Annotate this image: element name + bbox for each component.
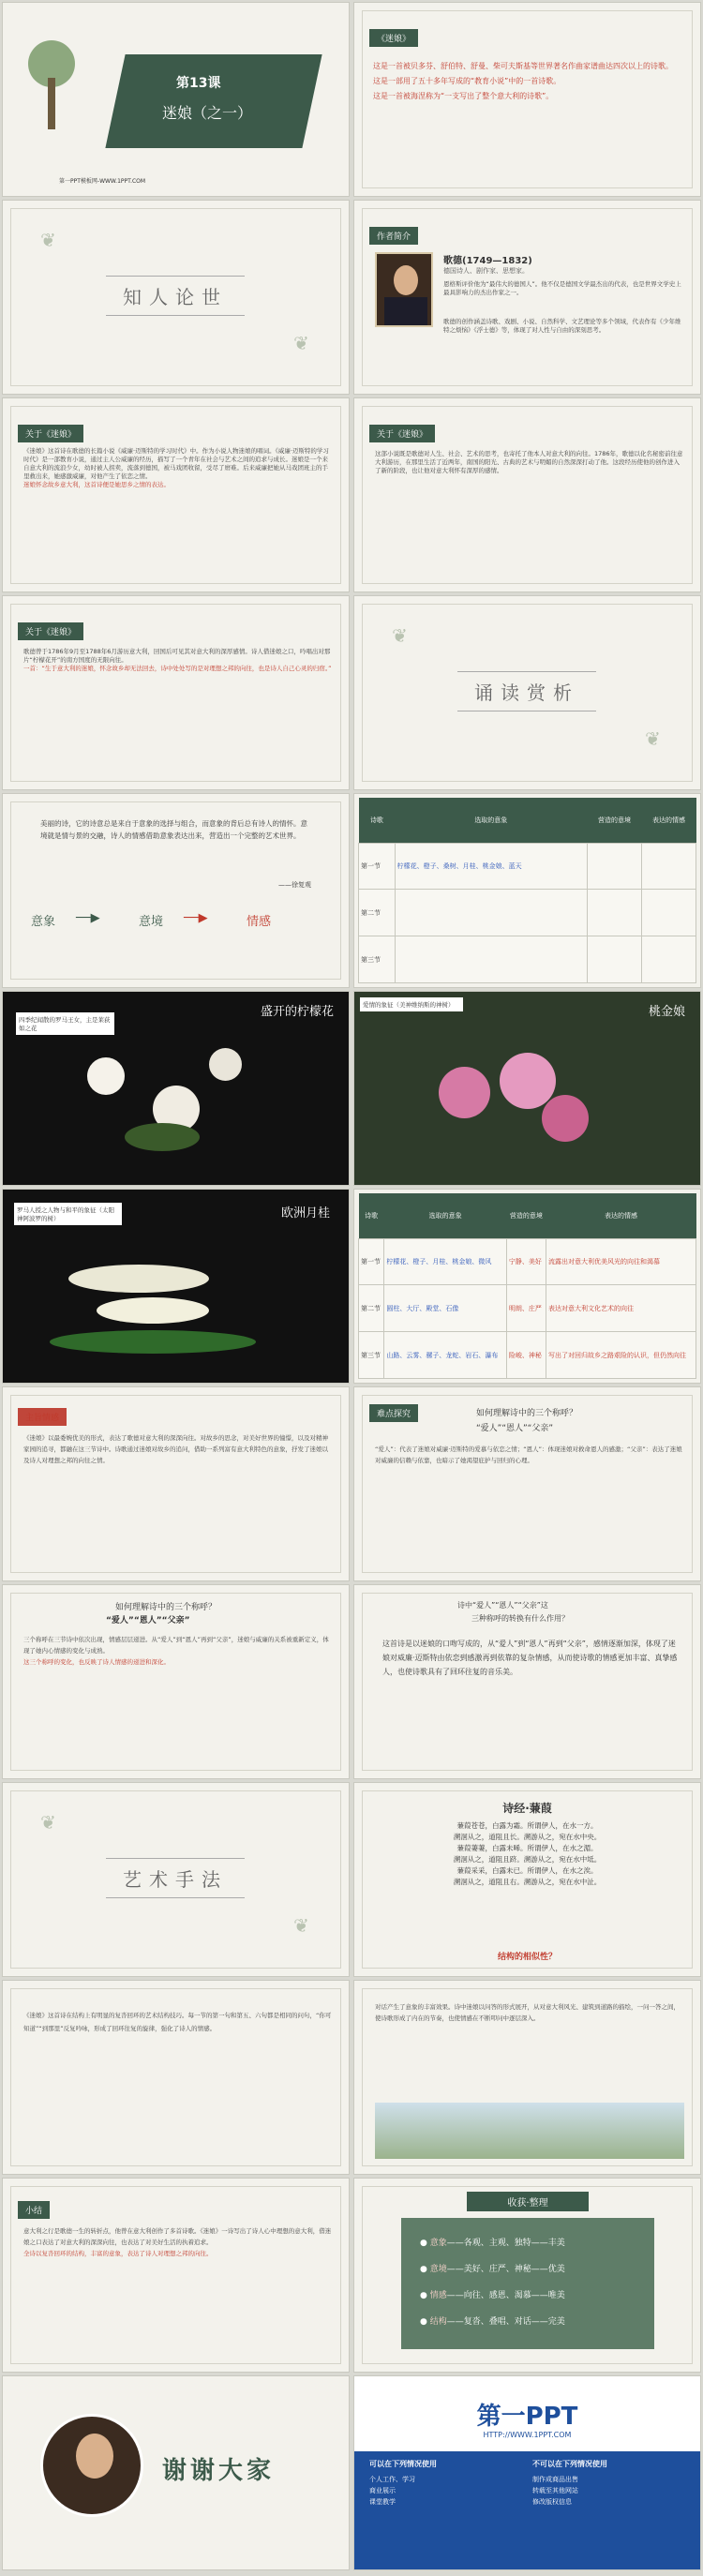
poem-line: 蒹葭采采，白露未已。所谓伊人，在水之涘。 [456, 1866, 598, 1875]
row-label: 第二节 [359, 1285, 384, 1332]
bullet-icon: ● [420, 2239, 430, 2248]
slide-section-reading[interactable] [353, 595, 701, 790]
cell-conception: 明朗、庄严 [506, 1285, 546, 1332]
col-header: 诗歌 [359, 798, 396, 843]
cell-empty [395, 936, 587, 983]
question-text: 如何理解诗中的三个称呼？ [115, 1603, 217, 1612]
col-header: 营造的意境 [587, 798, 641, 843]
portrait-circle [40, 2414, 143, 2517]
question-sub: “爱人”“恩人”“父亲” [476, 1424, 553, 1433]
flow-imagery: 意象 [31, 915, 56, 929]
harvest-item [420, 2309, 645, 2335]
about-para-red: 一首：“生于意大利的迷娘，怀念故乡却无法回去，诗中处处写的是对理想之邦的向往，也是诗人自己心灵的归宿。” [23, 665, 332, 672]
slide-main-title: 迷娘（之一） [162, 104, 253, 122]
difficulty-para: “爱人”：代表了迷娘对威廉·迈斯特的爱慕与依恋之情；“恩人”：体现迷娘对救命恩人的感激；“父亲”：表达了迷娘对威廉的信赖与依靠，也暗示了她渴望庇护与回归的心理。 [375, 1445, 682, 1464]
license-item: 个人工作、学习 [369, 2476, 415, 2483]
slide-difficulty-3[interactable] [353, 1584, 701, 1779]
section-title: 艺术手法 [106, 1858, 245, 1898]
analysis-table [358, 798, 696, 983]
slide-photo-myrtle[interactable] [353, 991, 701, 1186]
slide-frame [10, 2186, 341, 2364]
slide-photo-laurel[interactable] [2, 1189, 350, 1384]
difficulty-para: 三个称呼在三节诗中依次出现，情感层层递进。从“爱人”到“恩人”再到“父亲”，迷娘与威廉的关系被重新定义，体现了她内心情感的变化与成熟。 [23, 1636, 329, 1655]
license-left-title: 可以在下列情况使用 [369, 2460, 437, 2468]
brand-url: HTTP://WWW.1PPT.COM [483, 2431, 572, 2439]
license-item: 课堂教学 [369, 2498, 396, 2506]
license-item: 商业展示 [369, 2487, 396, 2494]
bullet-icon: ● [420, 2291, 430, 2300]
cell-emotion: 表达对意大利文化艺术的向往 [546, 1285, 696, 1332]
flow-diagram [31, 911, 322, 939]
poem-question: 结构的相似性？ [497, 1953, 557, 1962]
slide-harvest[interactable] [353, 2178, 701, 2373]
about-text [23, 648, 333, 673]
brand-logo: 第一PPT [476, 2403, 578, 2431]
col-header: 诗歌 [359, 1193, 384, 1238]
row-label: 第一节 [359, 843, 396, 890]
section-title: 知人论世 [106, 276, 245, 316]
section-tag: 关于《迷娘》 [18, 425, 83, 442]
slide-about-3[interactable] [2, 595, 350, 790]
slide-summary[interactable] [2, 2178, 350, 2373]
slide-section-knowing[interactable] [2, 200, 350, 395]
section-tag: 难点探究 [369, 1404, 418, 1422]
section-tag: 主旨情感 [18, 1408, 67, 1426]
leaf-icon: ❦ [293, 1914, 309, 1937]
structure-para: 《迷娘》这首诗在结构上有明显的复沓回环的艺术结构技巧。每一节的第一句和第五、六句都是相同的问句，“你可知道”“到那里”反复吟咏，形成了回环往复的旋律，强化了诗人的情感。 [23, 2012, 332, 2032]
flow-artistic-conception: 意境 [139, 915, 164, 929]
question-line-1: 诗中“爱人”“恩人”“父亲”这 [457, 1601, 548, 1610]
photo-caption: 罗马人授之人物与和平的象征（太阳神阿波罗的树） [14, 1203, 122, 1225]
harvest-value: ——复沓、叠唱、对话——完美 [446, 2317, 565, 2327]
cell-empty [641, 890, 696, 936]
harvest-item [420, 2230, 645, 2256]
difficulty-text [23, 1634, 333, 1668]
slide-difficulty-2[interactable] [2, 1584, 350, 1779]
author-para-2: 歌德的创作涵盖诗歌、戏剧、小说、自然科学、文艺理论等多个领域，代表作有《少年维特之烦恼》《浮士德》等，体现了对人性与自由的深刻思考。 [443, 318, 681, 334]
cell-images: 柠檬花、橙子、月桂、桃金娘、微风 [384, 1238, 507, 1285]
lesson-number: 第13课 [176, 76, 221, 91]
photo-caption: 爱情的象征（美神维纳斯的神树） [360, 997, 463, 1011]
cell-emotion: 写出了对回归故乡之路艰险的认识，但仍然向往 [546, 1332, 696, 1379]
difficulty-answer: 这首诗是以迷娘的口吻写成的，从“爱人”到“恩人”再到“父亲”，感情逐渐加深，体现了迷娘对威廉·迈斯特由依恋到感激再到依靠的复杂情感，从而使诗歌的情感更加丰富、真挚感人，也使诗歌具有了回环往复的音乐美。 [382, 1640, 678, 1676]
slide-difficulty-1[interactable] [353, 1386, 701, 1581]
harvest-key: 情感 [429, 2291, 447, 2300]
cell-conception: 宁静、美好 [506, 1238, 546, 1285]
myrtle-illustration [420, 1039, 607, 1161]
slide-about-2[interactable] [353, 397, 701, 592]
section-tag: 作者简介 [369, 227, 418, 245]
row-label: 第三节 [359, 1332, 384, 1379]
about-para: 《迷娘》这首诗在歌德的长篇小说《威廉·迈斯特的学习时代》中。作为小说人物迷娘的唱词。《威廉·迈斯特的学习时代》是一部教育小说，通过主人公威廉的经历，描写了一个青年在社会与艺术之间的追求与成长。迷娘是一个来自意大利的流浪少女，幼时被人拐卖，流落到德国，被马戏团收留，受尽了磨难。后来威廉把她从马戏团班主的手里救出来，她感激威廉，对他产生了依恋之情。 [23, 447, 329, 480]
slide-theme[interactable] [2, 1386, 350, 1581]
leaf-icon: ❦ [645, 727, 661, 750]
author-portrait [375, 252, 433, 327]
row-label: 第一节 [359, 1238, 384, 1285]
slide-structure[interactable] [2, 1980, 350, 2175]
license-bar [354, 2451, 700, 2570]
license-item: 转载至其他网站 [532, 2487, 578, 2494]
laurel-illustration [40, 1246, 284, 1368]
harvest-key: 意象 [429, 2239, 447, 2248]
author-name: 歌德(1749—1832) [443, 256, 532, 266]
dialogue-para: 对话产生了意象的丰富效果。诗中迷娘以问答的形式展开，从对意大利风光、建筑到道路的描绘，一问一答之间，使诗歌形成了内在的节奏，也使情感在不断叩问中逐层深入。 [375, 2003, 680, 2022]
slide-photo-lemon[interactable] [2, 991, 350, 1186]
question-sub: “爱人”“恩人”“父亲” [106, 1616, 190, 1625]
poem-line: 蒹葭苍苍，白露为霜。所谓伊人，在水一方。 [456, 1821, 598, 1830]
harvest-value: ——各观、主观、独特——丰美 [446, 2239, 565, 2248]
poem-line: 溯洄从之，道阻且右。溯游从之，宛在水中沚。 [453, 1878, 602, 1886]
section-tag: 关于《迷娘》 [18, 622, 83, 640]
about-text [23, 447, 333, 489]
about-para: 这部小说既是歌德对人生、社会、艺术的思考，也寄托了他本人对意大利的向往。1786年，歌德以化名秘密前往意大利游历，在那里生活了近两年，南国的阳光、古典的艺术与明媚的自然深深打动了他。这段经历使他的创作进入了新的阶段，也让他对意大利怀有深厚的感情。 [375, 450, 683, 474]
cell-images: 柠檬花、橙子、桑树、月桂、桃金娘、蓝天 [395, 843, 587, 890]
license-left-list [369, 2474, 415, 2508]
intro-lines [373, 59, 682, 104]
license-item: 修改版权信息 [532, 2498, 572, 2506]
author-role: 德国诗人、剧作家、思想家。 [443, 267, 529, 275]
license-right-list [532, 2474, 578, 2508]
col-header: 表达的情感 [641, 798, 696, 843]
photo-caption: 四季纪闻散的罗马王女，主是莱荻如之花 [16, 1012, 114, 1035]
landscape-image [375, 2103, 684, 2159]
photo-title: 桃金娘 [648, 1005, 685, 1019]
harvest-key: 结构 [429, 2317, 447, 2327]
slide-author[interactable] [353, 200, 701, 395]
cell-empty [587, 890, 641, 936]
arrow-right-icon: ──▶ [184, 911, 208, 925]
slide-dialogue[interactable] [353, 1980, 701, 2175]
cell-images: 圆柱、大厅、殿堂、石像 [384, 1285, 507, 1332]
poem-line: 溯洄从之，道阻且跻。溯游从之，宛在水中坻。 [453, 1855, 602, 1864]
section-tag: 《迷娘》 [369, 29, 418, 47]
analysis-table-filled [358, 1193, 696, 1379]
cell-emotion: 流露出对意大利优美风光的向往和渴慕 [546, 1238, 696, 1285]
slide-quote[interactable] [2, 793, 350, 988]
difficulty-para-red: 这三个称呼的变化，也反映了诗人情感的递进和深化。 [23, 1658, 170, 1666]
bullet-icon: ● [420, 2265, 430, 2274]
harvest-item [420, 2256, 645, 2283]
cell-conception: 险峻、神秘 [506, 1332, 546, 1379]
thanks-text: 谢谢大家 [162, 2457, 276, 2485]
slide-copyright[interactable] [353, 2375, 701, 2570]
slide-thanks[interactable] [2, 2375, 350, 2570]
harvest-value: ——向往、感恩、渴慕——唯美 [446, 2291, 565, 2300]
intro-line-3: 这是一首被海涅称为“一支写出了整个意大利的诗歌”。 [373, 92, 554, 100]
photo-title: 盛开的柠檬花 [260, 1005, 334, 1019]
cell-empty [395, 890, 587, 936]
poem-lines [373, 1820, 681, 1888]
slide-title[interactable] [2, 2, 350, 197]
author-para-1: 恩格斯评价他为“最伟大的德国人”。他不仅是德国文学最杰出的代表，也是世界文学史上最具影响力的杰出作家之一。 [443, 280, 681, 296]
cell-empty [641, 936, 696, 983]
section-tag: 关于《迷娘》 [369, 425, 435, 442]
slide-jianjia[interactable] [353, 1782, 701, 1977]
cell-empty [641, 843, 696, 890]
question-line-2: 三种称呼的转换有什么作用？ [471, 1614, 569, 1623]
row-label: 第三节 [359, 936, 396, 983]
arrow-right-icon: ──▶ [76, 911, 100, 925]
row-label: 第二节 [359, 890, 396, 936]
section-title: 诵读赏析 [457, 671, 596, 711]
lemon-blossom-illustration [59, 1029, 265, 1170]
leaf-icon: ❦ [40, 1811, 56, 1834]
poem-line: 蒹葭萋萋，白露未晞。所谓伊人，在水之湄。 [456, 1844, 598, 1852]
license-item: 制作成商品出售 [532, 2476, 578, 2483]
cell-empty [587, 843, 641, 890]
leaf-icon: ❦ [40, 229, 56, 251]
slide-table-empty[interactable] [353, 793, 701, 988]
tree-illustration [23, 40, 80, 134]
col-header: 营造的意境 [506, 1193, 546, 1238]
bullet-icon: ● [420, 2317, 430, 2327]
harvest-value: ——美好、庄严、神秘——优美 [446, 2265, 565, 2274]
summary-para-red: 全诗以复沓回环的结构，丰富的意象，表达了诗人对理想之邦的向往。 [23, 2250, 213, 2257]
poem-line: 溯洄从之，道阻且长。溯游从之，宛在水中央。 [453, 1833, 602, 1841]
intro-line-2: 这是一部用了五十多年写成的“教育小说”中的一首诗歌。 [373, 77, 561, 85]
section-tag: 小结 [18, 2201, 50, 2219]
footer-text: 第一PPT模板网-WWW.1PPT.COM [59, 178, 146, 185]
cell-images: 山路、云雾、骡子、龙蛇、岩石、瀑布 [384, 1332, 507, 1379]
col-header: 选取的意象 [384, 1193, 507, 1238]
photo-title: 欧洲月桂 [280, 1206, 330, 1221]
slide-section-art[interactable] [2, 1782, 350, 1977]
slide-table-filled[interactable] [353, 1189, 701, 1384]
leaf-icon: ❦ [293, 332, 309, 354]
harvest-key: 意境 [429, 2265, 447, 2274]
about-para-red: 迷娘怀念故乡意大利，这首诗便是她思乡之情的表达。 [23, 481, 170, 488]
slide-intro[interactable] [353, 2, 701, 197]
flow-emotion: 情感 [247, 915, 272, 929]
poem-title: 诗经·蒹葭 [502, 1802, 552, 1815]
about-para: 歌德曾于1786年9月至1788年6月游历意大利，回国后可见其对意大利的深厚感情。诗人借迷娘之口，吟唱出对那片“柠檬花开”的南方国度的无限向往。 [23, 648, 331, 664]
cell-empty [587, 936, 641, 983]
summary-para: 意大利之行是歌德一生的转折点，他曾在意大利创作了多首诗歌。《迷娘》一诗写出了诗人心中理想的意大利，借迷娘之口表达了对意大利的深深向往，也表达了对美好生活的执着追求。 [23, 2227, 332, 2246]
col-header: 选取的意象 [395, 798, 587, 843]
col-header: 表达的情感 [546, 1193, 696, 1238]
slide-about-1[interactable] [2, 397, 350, 592]
harvest-title: 收获·整理 [467, 2192, 589, 2211]
license-right-title: 不可以在下列情况使用 [532, 2460, 607, 2468]
summary-text [23, 2225, 333, 2259]
theme-para: 《迷娘》以最委婉优美的形式，表达了歌德对意大利的深深向往。对故乡的思念，对美好世界的憧憬，以及对精神家园的追寻，都融在这三节诗中。诗歌通过迷娘对故乡的追问，借助一系列富有意大利特色的意象，抒发了迷娘以及诗人对理想之邦的向往之情。 [23, 1434, 328, 1464]
harvest-list [420, 2230, 645, 2335]
question-text: 如何理解诗中的三个称呼？ [476, 1409, 578, 1418]
harvest-item [420, 2283, 645, 2309]
intro-line-1: 这是一首被贝多芬、舒伯特、舒曼、柴可夫斯基等世界著名作曲家谱曲达四次以上的诗歌。 [373, 62, 673, 70]
leaf-icon: ❦ [392, 624, 408, 647]
quote-author: ——徐复观 [278, 881, 311, 889]
quote-text: 美丽的诗，它的诗意总是来自于意象的选择与组合，而意象的背后总有诗人的情怀。意境就是情与景的交融，诗人的情感借助意象表达出来，营造出一个完整的艺术世界。 [40, 819, 307, 840]
